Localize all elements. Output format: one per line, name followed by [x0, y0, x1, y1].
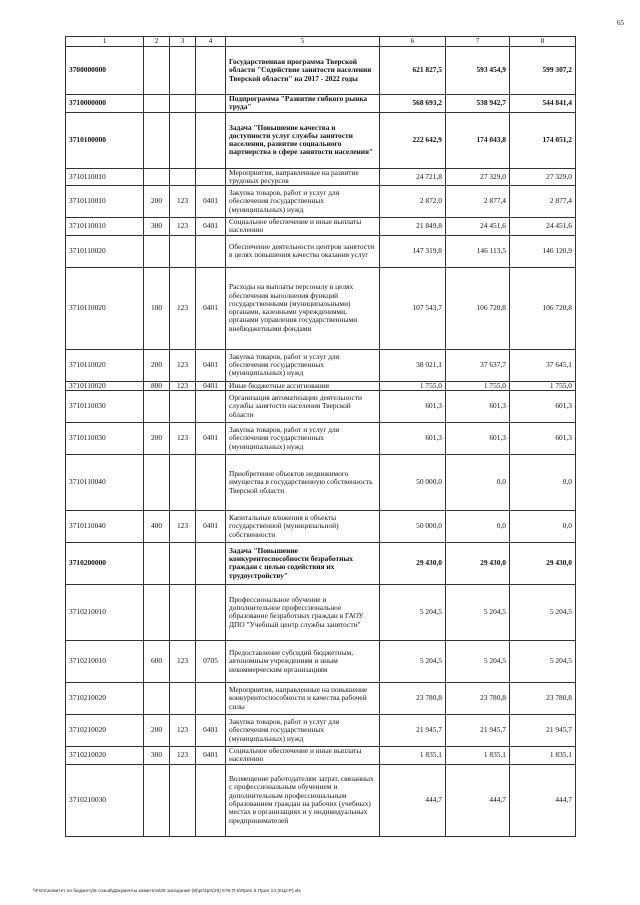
- row-value6-cell: 1 835,1: [380, 746, 446, 764]
- row-col2-cell: 800: [144, 381, 170, 390]
- row-col2-cell: 200: [144, 714, 170, 746]
- row-col3-cell: [170, 764, 196, 836]
- row-col4-cell: [196, 682, 226, 714]
- row-description-cell: Задача "Повышение качества и доступности услуг службы занятости населения, развитие социального партнерства в сфере занятости населения": [226, 112, 380, 168]
- row-value7-cell: 23 780,8: [446, 682, 510, 714]
- row-col2-cell: [144, 542, 170, 584]
- row-value7-cell: 0,0: [446, 454, 510, 510]
- table-row: [66, 168, 576, 186]
- row-col3-cell: [170, 682, 196, 714]
- row-code-cell: 3710110020: [66, 381, 144, 390]
- row-col2-cell: [144, 584, 170, 640]
- row-value7-cell: 601,3: [446, 390, 510, 422]
- row-description-cell: Возмещение работодателям затрат, связанных с профессиональным обучением и дополнительным профессиональным образованием граждан на рабочих (учебных) местах в организациях и у индивидуальных предпринимателей: [226, 764, 380, 836]
- row-code-cell: 3710210010: [66, 584, 144, 640]
- row-code-cell: 3710110030: [66, 390, 144, 422]
- row-description-cell: Обеспечение деятельности центров занятости в целях повышения качества оказания услуг: [226, 235, 380, 267]
- budget-table: [65, 36, 576, 837]
- row-value7-cell: 1 755,0: [446, 381, 510, 390]
- table-row: [66, 454, 576, 510]
- row-col4-cell: 0401: [196, 381, 226, 390]
- row-value6-cell: 107 543,7: [380, 267, 446, 349]
- header-cell: 8: [510, 37, 576, 47]
- row-value7-cell: 37 637,7: [446, 349, 510, 381]
- row-col3-cell: [170, 95, 196, 113]
- row-code-cell: 3710110020: [66, 349, 144, 381]
- row-code-cell: 3710110030: [66, 422, 144, 454]
- row-col3-cell: [170, 112, 196, 168]
- row-col2-cell: 200: [144, 349, 170, 381]
- row-description-cell: Профессиональное обучение и дополнительное профессиональное образование безработных граждан в ГАОУ ДПО "Учебный центр службы занятости": [226, 584, 380, 640]
- row-code-cell: 3710210030: [66, 764, 144, 836]
- row-value8-cell: 2 877,4: [510, 186, 576, 218]
- row-col4-cell: 0401: [196, 422, 226, 454]
- row-col4-cell: [196, 168, 226, 186]
- row-value6-cell: 222 642,9: [380, 112, 446, 168]
- row-col2-cell: [144, 95, 170, 113]
- header-cell: 4: [196, 37, 226, 47]
- row-col2-cell: [144, 390, 170, 422]
- row-value7-cell: 0,0: [446, 510, 510, 542]
- row-value6-cell: 2 872,0: [380, 186, 446, 218]
- row-value6-cell: 23 780,8: [380, 682, 446, 714]
- row-value7-cell: 146 113,5: [446, 235, 510, 267]
- table-row: [66, 47, 576, 95]
- row-col4-cell: [196, 235, 226, 267]
- row-value6-cell: 50 000,0: [380, 510, 446, 542]
- column-number-header: [66, 37, 576, 47]
- row-code-cell: 3710110040: [66, 454, 144, 510]
- table-row: [66, 235, 576, 267]
- row-col4-cell: [196, 542, 226, 584]
- row-value7-cell: 24 451,6: [446, 218, 510, 236]
- row-description-cell: Приобретение объектов недвижимого имущества в государственную собственность Тверской области: [226, 454, 380, 510]
- row-value6-cell: 601,3: [380, 422, 446, 454]
- row-value7-cell: 21 945,7: [446, 714, 510, 746]
- row-code-cell: 3710000000: [66, 95, 144, 113]
- row-value8-cell: 5 204,5: [510, 640, 576, 682]
- row-code-cell: 3710110010: [66, 168, 144, 186]
- row-col4-cell: 0401: [196, 714, 226, 746]
- row-col2-cell: 400: [144, 510, 170, 542]
- row-description-cell: Мероприятия, направленные на развитие трудовых ресурсов: [226, 168, 380, 186]
- row-value6-cell: 1 755,0: [380, 381, 446, 390]
- row-col2-cell: [144, 454, 170, 510]
- row-description-cell: Расходы на выплаты персоналу в целях обеспечения выполнения функций государственными (муниципальными) органами, казенными учреждениями, органами управления государственными внебюджетными фондами: [226, 267, 380, 349]
- row-value7-cell: 29 430,0: [446, 542, 510, 584]
- row-col4-cell: [196, 47, 226, 95]
- row-description-cell: Социальное обеспечение и иные выплаты населению: [226, 746, 380, 764]
- row-value8-cell: 21 945,7: [510, 714, 576, 746]
- row-col2-cell: 100: [144, 267, 170, 349]
- row-value7-cell: 601,3: [446, 422, 510, 454]
- row-code-cell: 3710210020: [66, 714, 144, 746]
- row-value6-cell: 621 827,5: [380, 47, 446, 95]
- row-col3-cell: 123: [170, 422, 196, 454]
- row-code-cell: 3710110010: [66, 218, 144, 236]
- row-description-cell: Закупка товаров, работ и услуг для обеспечения государственных (муниципальных) нужд: [226, 422, 380, 454]
- page-number: 65: [617, 19, 624, 27]
- row-col4-cell: 0401: [196, 510, 226, 542]
- header-cell: 5: [226, 37, 380, 47]
- row-value8-cell: 24 451,6: [510, 218, 576, 236]
- row-value8-cell: 601,3: [510, 422, 576, 454]
- row-col3-cell: [170, 168, 196, 186]
- row-value8-cell: 174 051,2: [510, 112, 576, 168]
- row-code-cell: 3710110010: [66, 186, 144, 218]
- table-row: [66, 267, 576, 349]
- row-col4-cell: [196, 95, 226, 113]
- row-value6-cell: 29 430,0: [380, 542, 446, 584]
- row-value6-cell: 5 204,5: [380, 640, 446, 682]
- row-value8-cell: 444,7: [510, 764, 576, 836]
- row-value6-cell: 21 945,7: [380, 714, 446, 746]
- table-row: [66, 640, 576, 682]
- table-row: [66, 112, 576, 168]
- row-value8-cell: 5 204,5: [510, 584, 576, 640]
- table-row: [66, 542, 576, 584]
- row-value7-cell: 106 720,8: [446, 267, 510, 349]
- row-col4-cell: [196, 584, 226, 640]
- row-code-cell: 3710110020: [66, 235, 144, 267]
- row-col3-cell: 123: [170, 714, 196, 746]
- row-value8-cell: 601,3: [510, 390, 576, 422]
- table-row: [66, 584, 576, 640]
- table-row: [66, 218, 576, 236]
- footer-file-path: \\Fs01\комитет по бюджету\6 созыв\Документы комитета\29 заседание (8)\pr\zpr\(29) 576-П-6\Прил 5 Прил 14 (КЦСР).xls: [33, 889, 301, 894]
- row-value8-cell: 0,0: [510, 454, 576, 510]
- table-row: [66, 422, 576, 454]
- row-code-cell: 3710210020: [66, 682, 144, 714]
- header-cell: 7: [446, 37, 510, 47]
- table-row: [66, 714, 576, 746]
- row-col2-cell: 200: [144, 186, 170, 218]
- table-row: [66, 95, 576, 113]
- row-col3-cell: 123: [170, 349, 196, 381]
- row-value6-cell: 147 319,8: [380, 235, 446, 267]
- row-code-cell: 3710210010: [66, 640, 144, 682]
- row-value6-cell: 601,3: [380, 390, 446, 422]
- row-value8-cell: 146 120,9: [510, 235, 576, 267]
- row-value6-cell: 50 000,0: [380, 454, 446, 510]
- row-value7-cell: 593 454,9: [446, 47, 510, 95]
- row-description-cell: Государственная программа Тверской области "Содействие занятости населения Тверской области" на 2017 - 2022 годы: [226, 47, 380, 95]
- row-description-cell: Задача "Повышение конкурентоспособности безработных граждан с целью содействия их трудоустройству": [226, 542, 380, 584]
- row-description-cell: Иные бюджетные ассигнования: [226, 381, 380, 390]
- row-value8-cell: 37 645,1: [510, 349, 576, 381]
- header-cell: 3: [170, 37, 196, 47]
- row-value8-cell: 29 430,0: [510, 542, 576, 584]
- row-col4-cell: 0401: [196, 746, 226, 764]
- row-col3-cell: [170, 235, 196, 267]
- table-row: [66, 510, 576, 542]
- row-col3-cell: [170, 454, 196, 510]
- row-value7-cell: 2 877,4: [446, 186, 510, 218]
- row-value8-cell: 1 755,0: [510, 381, 576, 390]
- row-code-cell: 3710110020: [66, 267, 144, 349]
- row-col3-cell: 123: [170, 218, 196, 236]
- row-value8-cell: 27 329,0: [510, 168, 576, 186]
- row-description-cell: Предоставление субсидий бюджетным, автономным учреждениям и иным некоммерческим организациям: [226, 640, 380, 682]
- row-value7-cell: 27 329,0: [446, 168, 510, 186]
- row-col4-cell: [196, 390, 226, 422]
- table-row: [66, 390, 576, 422]
- row-col4-cell: 0401: [196, 267, 226, 349]
- row-value8-cell: 1 835,1: [510, 746, 576, 764]
- row-value8-cell: 599 307,2: [510, 47, 576, 95]
- header-cell: 6: [380, 37, 446, 47]
- row-col4-cell: 0401: [196, 218, 226, 236]
- row-col4-cell: [196, 454, 226, 510]
- row-col3-cell: [170, 47, 196, 95]
- row-col2-cell: [144, 764, 170, 836]
- row-value7-cell: 1 835,1: [446, 746, 510, 764]
- row-value7-cell: 5 204,5: [446, 584, 510, 640]
- row-value8-cell: 23 780,8: [510, 682, 576, 714]
- row-col3-cell: 123: [170, 267, 196, 349]
- row-col4-cell: 0401: [196, 349, 226, 381]
- row-value7-cell: 5 204,5: [446, 640, 510, 682]
- row-description-cell: Закупка товаров, работ и услуг для обеспечения государственных (муниципальных) нужд: [226, 349, 380, 381]
- row-description-cell: Подпрограмма "Развитие гибкого рынка труда": [226, 95, 380, 113]
- row-col3-cell: [170, 542, 196, 584]
- row-value7-cell: 174 043,8: [446, 112, 510, 168]
- row-description-cell: Капитальные вложения в объекты государственной (муниципальной) собственности: [226, 510, 380, 542]
- row-col3-cell: 123: [170, 186, 196, 218]
- row-col2-cell: 200: [144, 422, 170, 454]
- row-col3-cell: 123: [170, 510, 196, 542]
- row-col2-cell: 300: [144, 218, 170, 236]
- table-row: [66, 186, 576, 218]
- row-description-cell: Закупка товаров, работ и услуг для обеспечения государственных (муниципальных) нужд: [226, 714, 380, 746]
- row-col3-cell: [170, 390, 196, 422]
- row-col3-cell: 123: [170, 640, 196, 682]
- row-value8-cell: 106 720,8: [510, 267, 576, 349]
- row-value8-cell: 0,0: [510, 510, 576, 542]
- row-description-cell: Мероприятия, направленные на повышение конкурентоспособности и качества рабочей силы: [226, 682, 380, 714]
- header-cell: 2: [144, 37, 170, 47]
- table-row: [66, 682, 576, 714]
- row-code-cell: 3710100000: [66, 112, 144, 168]
- row-col2-cell: [144, 47, 170, 95]
- row-value7-cell: 444,7: [446, 764, 510, 836]
- row-col4-cell: [196, 764, 226, 836]
- row-col4-cell: 0401: [196, 186, 226, 218]
- row-value6-cell: 24 721,8: [380, 168, 446, 186]
- row-description-cell: Социальное обеспечение и иные выплаты населению: [226, 218, 380, 236]
- row-col4-cell: [196, 112, 226, 168]
- row-description-cell: Закупка товаров, работ и услуг для обеспечения государственных (муниципальных) нужд: [226, 186, 380, 218]
- row-value6-cell: 38 021,1: [380, 349, 446, 381]
- row-code-cell: 3710210020: [66, 746, 144, 764]
- row-col3-cell: [170, 584, 196, 640]
- row-value6-cell: 444,7: [380, 764, 446, 836]
- row-value6-cell: 21 849,8: [380, 218, 446, 236]
- table-row: [66, 764, 576, 836]
- row-col3-cell: 123: [170, 746, 196, 764]
- row-col2-cell: [144, 168, 170, 186]
- table-body: [66, 37, 576, 837]
- row-value6-cell: 568 693,2: [380, 95, 446, 113]
- row-col2-cell: 600: [144, 640, 170, 682]
- row-value7-cell: 538 942,7: [446, 95, 510, 113]
- row-col2-cell: [144, 682, 170, 714]
- row-code-cell: 3710110040: [66, 510, 144, 542]
- header-cell: 1: [66, 37, 144, 47]
- row-col3-cell: 123: [170, 381, 196, 390]
- table-row: [66, 349, 576, 381]
- table-row: [66, 746, 576, 764]
- row-value6-cell: 5 204,5: [380, 584, 446, 640]
- row-col2-cell: [144, 235, 170, 267]
- row-code-cell: 3710200000: [66, 542, 144, 584]
- row-col2-cell: 300: [144, 746, 170, 764]
- table-row: [66, 381, 576, 390]
- row-description-cell: Организация автоматизации деятельности службы занятости населения Тверской области: [226, 390, 380, 422]
- row-code-cell: 3700000000: [66, 47, 144, 95]
- row-value8-cell: 544 841,4: [510, 95, 576, 113]
- row-col4-cell: 0705: [196, 640, 226, 682]
- row-col2-cell: [144, 112, 170, 168]
